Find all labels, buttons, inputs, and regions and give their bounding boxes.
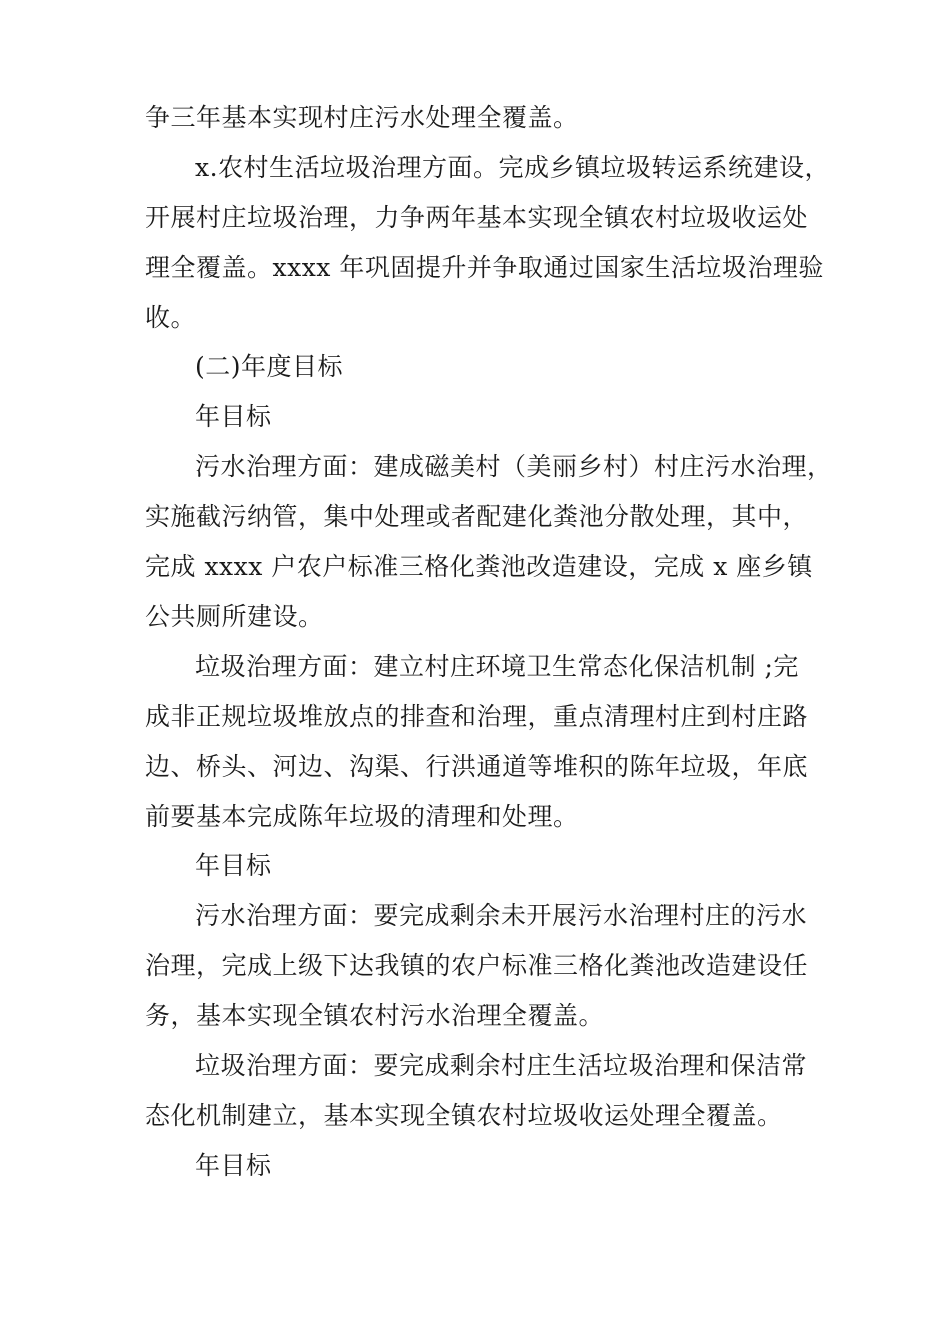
text-line: 成非正规垃圾堆放点的排查和治理，重点清理村庄到村庄路 xyxy=(145,702,809,731)
text-line: 污水治理方面：要完成剩余未开展污水治理村庄的污水 xyxy=(195,901,808,930)
text-line: 治理，完成上级下达我镇的农户标准三格化粪池改造建设任 xyxy=(145,951,809,980)
text-line: 边、桥头、河边、沟渠、行洪通道等堆积的陈年垃圾，年底 xyxy=(145,752,809,781)
text-line: 理全覆盖。xxxx 年巩固提升并争取通过国家生活垃圾治理验 xyxy=(145,253,824,282)
text-line: 前要基本完成陈年垃圾的清理和处理。 xyxy=(145,802,579,831)
text-line: 实施截污纳管，集中处理或者配建化粪池分散处理，其中， xyxy=(145,502,809,531)
text-line: x.农村生活垃圾治理方面。完成乡镇垃圾转运系统建设， xyxy=(195,153,831,182)
subsection-heading: 年目标 xyxy=(195,851,272,880)
text-line: 争三年基本实现村庄污水处理全覆盖。 xyxy=(145,103,579,132)
text-line: 态化机制建立，基本实现全镇农村垃圾收运处理全覆盖。 xyxy=(145,1101,783,1130)
text-line: 开展村庄垃圾治理，力争两年基本实现全镇农村垃圾收运处 xyxy=(145,203,809,232)
section-heading: (二)年度目标 xyxy=(195,352,344,381)
text-line: 务，基本实现全镇农村污水治理全覆盖。 xyxy=(145,1001,605,1030)
text-line: 污水治理方面：建成磁美村（美丽乡村）村庄污水治理， xyxy=(195,452,833,481)
subsection-heading: 年目标 xyxy=(195,1151,272,1180)
text-line: 完成 xxxx 户农户标准三格化粪池改造建设，完成 x 座乡镇 xyxy=(145,552,813,581)
text-line: 收。 xyxy=(145,303,197,332)
text-line: 垃圾治理方面：要完成剩余村庄生活垃圾治理和保洁常 xyxy=(195,1051,808,1080)
text-line: 垃圾治理方面：建立村庄环境卫生常态化保洁机制 ;完 xyxy=(195,652,799,681)
text-line: 公共厕所建设。 xyxy=(145,602,324,631)
subsection-heading: 年目标 xyxy=(195,402,272,431)
